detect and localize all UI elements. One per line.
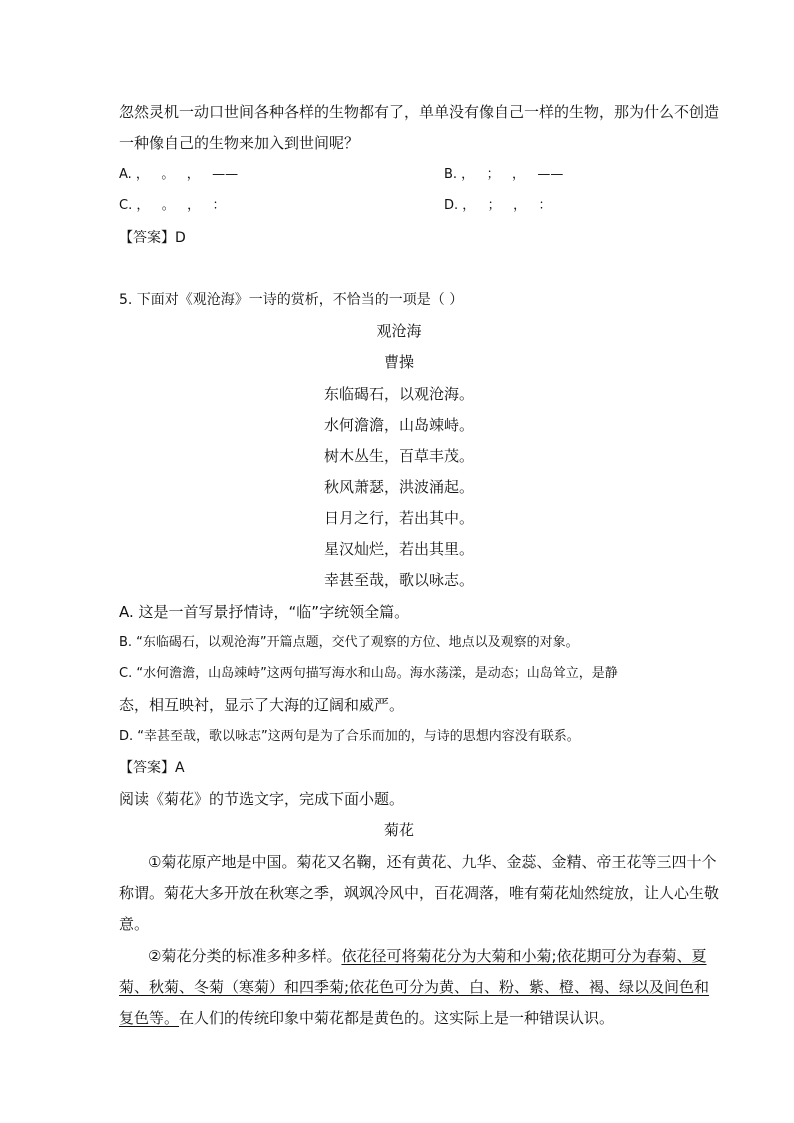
passage-p2-underlined: 依花径可将菊花分为大菊和小菊;依花期可分为春菊、夏 [341,947,707,965]
q4-option-d: D. ， ； ， ： [444,198,552,213]
q5-option-d: D. “幸甚至哉，歌以咏志”这两句是为了合乐而加的，与诗的思想内容没有联系。 [119,729,580,744]
q5-answer: 【答案】A [119,760,185,776]
passage-p2-plain: 在人们的传统印象中菊花都是黄色的。这实际上是一种错误认识。 [179,1009,615,1027]
poem-line: 树木丛生，百草丰茂。 [323,447,474,465]
q4-option-c: C. ， 。 ， ： [119,198,226,213]
q5-option-a: A. 这是一首写景抒情诗，“临”字统领全篇。 [119,603,410,621]
passage-p2-line-2 [119,977,710,997]
passage-p2-line-1 [148,946,707,966]
q4-option-a: A. ， 。 ， —— [119,167,239,182]
passage-p2-line-3 [119,1008,679,1028]
passage-p1-line-2: 称谓。菊花大多开放在秋寒之季，飒飒冷风中，百花凋落，唯有菊花灿然绽放，让人心生敬 [119,884,720,902]
passage-p2-underlined: 复色等。 [119,1009,180,1027]
q5-stem: 5. 下面对《观沧海》一诗的赏析，不恰当的一项是（ ） [119,292,464,308]
poem-title: 观沧海 [376,322,422,340]
passage-p2-underlined: 菊、秋菊、冬菊（寒菊）和四季菊;依花色可分为黄、白、粉、紫、橙、褐、绿以及间色和 [119,978,710,996]
poem-line: 日月之行，若出其中。 [323,509,474,527]
passage-p2-plain: ②菊花分类的标准多种多样。 [148,947,342,965]
passage-title: 菊花 [383,821,414,839]
poem-line: 东临碣石，以观沧海。 [323,385,474,403]
q4-option-b: B. ， ； ， —— [444,167,564,182]
poem-line: 水何澹澹，山岛竦峙。 [323,416,474,434]
q5-option-c-line-1: C. “水何澹澹，山岛竦峙”这两句描写海水和山岛。海水荡漾，是动态；山岛耸立，是静 [119,666,618,681]
poem-line: 秋风萧瑟，洪波涌起。 [323,478,474,496]
q4-answer: 【答案】D [119,230,186,246]
poem-author: 曹操 [383,353,414,371]
poem-line: 星汉灿烂，若出其里。 [323,540,474,558]
q4-text-line-2: 一种像自己的生物来加入到世间呢？ [119,134,360,152]
poem-line: 幸甚至哉，歌以咏志。 [323,571,474,589]
q5-option-b: B. “东临碣石，以观沧海”开篇点题，交代了观察的方位、地点以及观察的对象。 [119,635,579,650]
passage-p1-line-3: 意。 [119,915,150,933]
reading-intro: 阅读《菊花》的节选文字，完成下面小题。 [119,790,405,808]
q5-option-c-line-2: 态，相互映衬，显示了大海的辽阔和威严。 [119,696,405,714]
passage-p1-line-1: ①菊花原产地是中国。菊花又名鞠，还有黄花、九华、金蕊、金精、帝王花等三四十个 [148,853,717,871]
q4-text-line-1: 忽然灵机一动口世间各种各样的生物都有了，单单没有像自己一样的生物，那为什么不创造 [119,103,720,121]
